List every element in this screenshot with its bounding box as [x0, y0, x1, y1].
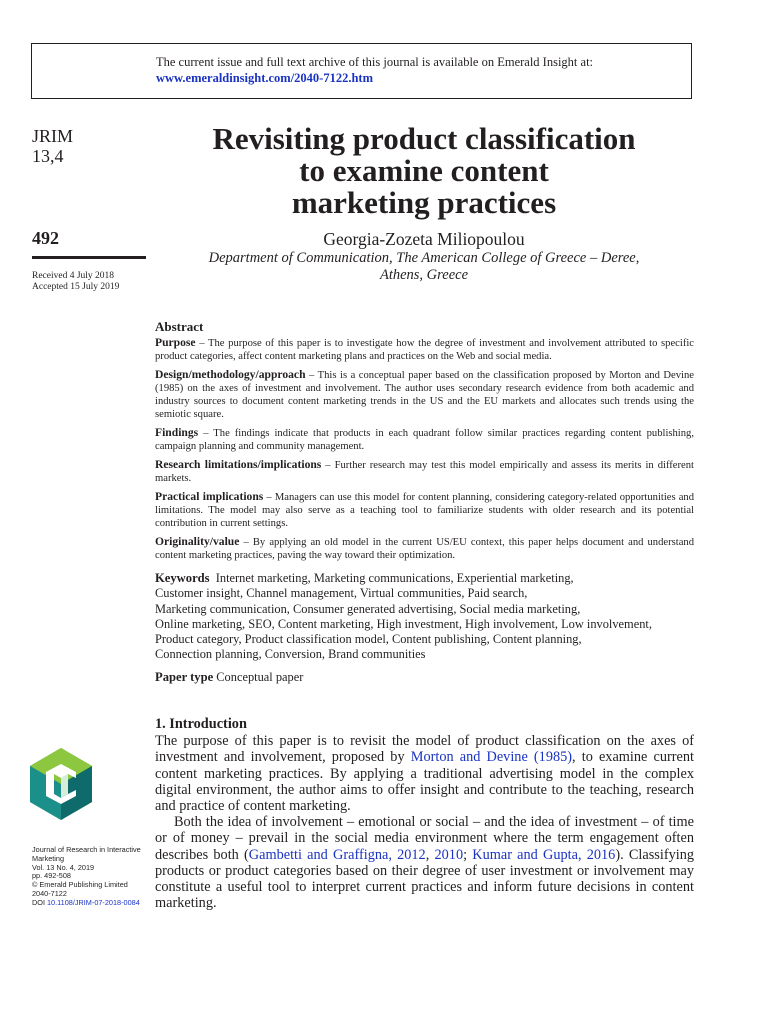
keywords-line [155, 571, 694, 586]
keywords-text: Internet marketing, Marketing communications, Experiential marketing, [215, 571, 574, 585]
journal-code-block [32, 126, 73, 166]
journal-code: JRIM [32, 126, 74, 146]
limitations-text: – Further research may test this model empirically and assess its merits in different markets. [155, 460, 694, 484]
affiliation-line: Department of Communication, The American College of Greece – Deree, [208, 250, 640, 266]
abstract-heading: Abstract [155, 319, 204, 334]
abstract-section [155, 320, 694, 684]
purpose-text: – The purpose of this paper is to investigate how the degree of investment and involvement attributed to specific product categories, affect content marketing plans and practices on the Web and social media. [155, 338, 694, 362]
received-date: Received 4 July 2018 [32, 271, 115, 281]
journal-issn: 2040-7122 [32, 888, 67, 898]
journal-publisher: © Emerald Publishing Limited [32, 880, 128, 890]
journal-name: Journal of Research in Interactive [32, 845, 141, 854]
doi-line [32, 899, 141, 908]
keywords-line: Connection planning, Conversion, Brand communities [155, 647, 426, 662]
citation-link[interactable]: Gambetti and Graffigna, 2012 [248, 846, 426, 863]
intro-text: The purpose of this paper is to revisit the model of product classification on the axes of investment and involvement, proposed by [155, 733, 694, 766]
abstract-limitations [155, 458, 694, 485]
originality-text: – By applying an old model in the current US/EU context, this paper helps document and understand content marketing practices, paving the way toward their optimization. [155, 537, 694, 561]
citation-link[interactable]: 2010 [434, 846, 464, 863]
accepted-date: Accepted 15 July 2019 [32, 282, 120, 292]
abstract-findings [155, 426, 694, 453]
title-line: Revisiting product classification [212, 121, 636, 156]
intro-paragraph-1 [155, 733, 694, 814]
design-text: – This is a conceptual paper based on the classification proposed by Morton and Devine (1985) on the axes of investment and involvement. The author uses secondary research evidence from both academic and industry sources to document content marketing trends in the US and the EU markets and allocates such trends using the semiotic square. [155, 370, 694, 420]
crossmark-logo-icon[interactable] [30, 748, 92, 820]
findings-label: Findings [155, 426, 199, 439]
page-number-rule [32, 256, 146, 259]
journal-volume-issue: 13,4 [32, 146, 64, 166]
citation-link[interactable]: Kumar and Gupta, 2016 [472, 846, 616, 863]
keywords-line: Customer insight, Channel management, Virtual communities, Paid search, [155, 586, 528, 601]
title-line: to examine content [299, 153, 549, 188]
author-name: Georgia-Zozeta Miliopoulou [323, 229, 525, 249]
abstract-design [155, 368, 694, 421]
page-number: 492 [32, 228, 59, 248]
paper-type-block [155, 671, 694, 684]
journal-volume: Vol. 13 No. 4, 2019 [32, 862, 95, 872]
keywords-line: Online marketing, SEO, Content marketing, High investment, High involvement, Low involvement, [155, 616, 652, 631]
intro-text: ; [463, 846, 473, 863]
affiliation-line: Athens, Greece [379, 267, 469, 283]
introduction-heading: 1. Introduction [155, 716, 247, 732]
notice-text: The current issue and full text archive of this journal is available on Emerald Insight at: [156, 55, 594, 69]
design-label: Design/methodology/approach [155, 368, 306, 381]
purpose-label: Purpose [155, 336, 196, 349]
limitations-label: Research limitations/implications [155, 458, 322, 471]
practical-text: – Managers can use this model for content planning, considering category-related opportunities and limitations. The model may also serve as a teaching tool to familiarize students with older research and its potential contribution in current settings. [155, 492, 694, 529]
journal-access-notice [31, 43, 692, 99]
title-line: marketing practices [291, 185, 557, 220]
article-dates [32, 271, 119, 293]
keywords-line: Product category, Product classification model, Content publishing, Content planning, [155, 632, 582, 647]
doi-label: DOI [32, 897, 47, 907]
intro-text: , to examine current content marketing practices. By applying a traditional advertising model in the complex digital environment, the author aims to offer insight and contribute to the teaching, research and practice of content marketing. [155, 749, 694, 815]
citation-link[interactable]: Morton and Devine (1985) [410, 749, 573, 766]
journal-name: Marketing [32, 853, 65, 863]
intro-text: , [425, 846, 435, 863]
intro-text: Both the idea of involvement – emotional or social – and the idea of investment – of time or of money – prevail in the social media environment where the term engagement often describes both ( [155, 814, 694, 863]
intro-paragraph-2 [155, 814, 694, 911]
findings-text: – The findings indicate that products in each quadrant follow similar practices regarding content publishing, campaign planning and community management. [155, 428, 694, 452]
journal-info [32, 846, 141, 908]
practical-label: Practical implications [155, 490, 264, 503]
abstract-purpose [155, 336, 694, 363]
article-title [150, 123, 698, 219]
doi-link[interactable]: 10.1108/JRIM-07-2018-0084 [47, 897, 140, 907]
intro-text: ). Classifying products or product categories based on their degree of user investment or involvement may constitute a useful tool to interpret current practices and inform future decisions in content marketing. [155, 846, 695, 912]
journal-pages: pp. 492-508 [32, 871, 71, 881]
originality-label: Originality/value [155, 535, 240, 548]
keywords-line: Marketing communication, Consumer generated advertising, Social media marketing, [155, 601, 581, 616]
keywords-label: Keywords [155, 571, 210, 585]
abstract-originality [155, 535, 694, 562]
keywords-block [155, 571, 694, 663]
introduction-section [155, 716, 694, 911]
author-affiliation [150, 250, 698, 284]
abstract-practical [155, 490, 694, 530]
journal-url-link[interactable]: www.emeraldinsight.com/2040-7122.htm [156, 71, 373, 85]
paper-type-value: Conceptual paper [216, 669, 304, 684]
paper-type-label: Paper type [155, 669, 214, 684]
